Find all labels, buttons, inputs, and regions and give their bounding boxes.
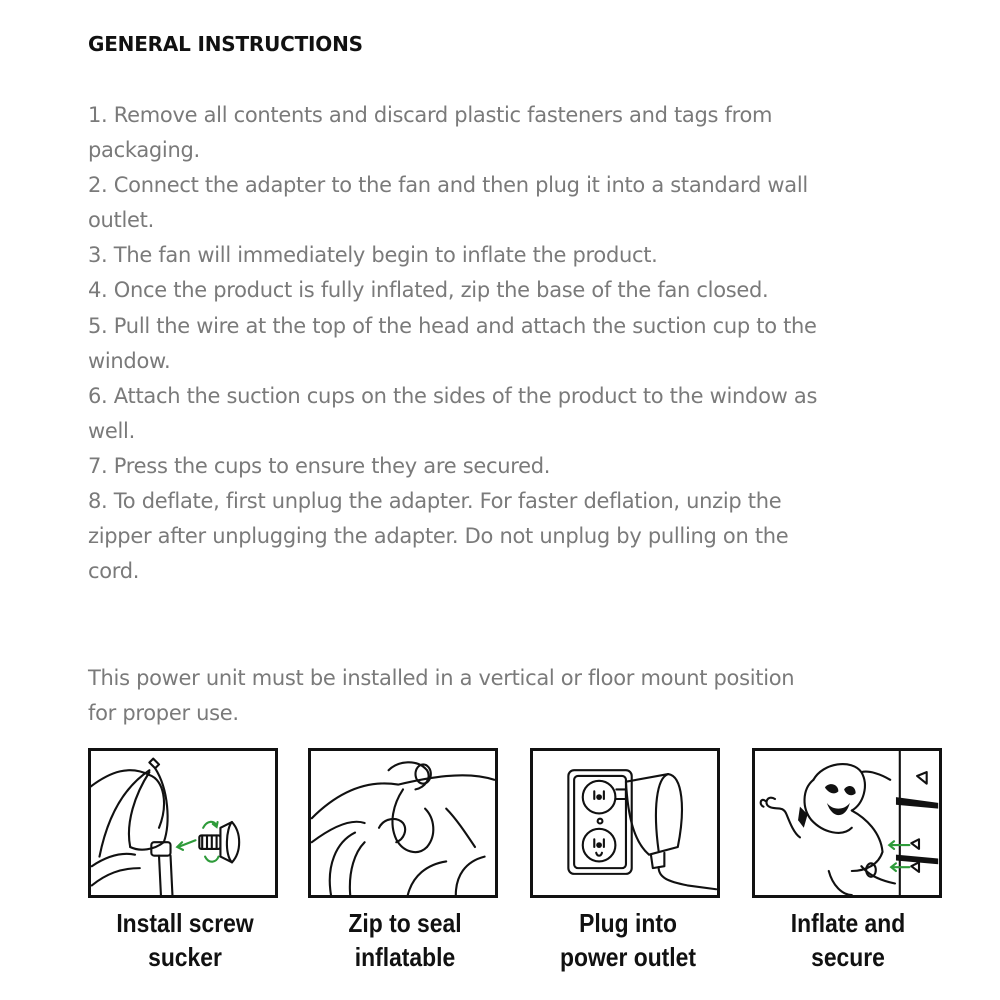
caption-line: power outlet xyxy=(559,942,697,972)
instruction-step-5: 5. Pull the wire at the top of the head and attach the suction cup to the window. xyxy=(88,313,817,373)
instruction-step-2: 2. Connect the adapter to the fan and then plug it into a standard wall outlet. xyxy=(88,173,808,233)
outlet-icon xyxy=(533,751,717,895)
figure-plug-into-outlet xyxy=(530,748,720,898)
instruction-step-1: 1. Remove all contents and discard plastic fasteners and tags from packaging. xyxy=(88,103,773,163)
caption-line: inflatable xyxy=(354,942,456,972)
installation-note: This power unit must be installed in a vertical or floor mount position for proper use. xyxy=(88,666,795,726)
zip-icon xyxy=(311,751,495,895)
screw-sucker-icon xyxy=(91,751,275,895)
instruction-step-3: 3. The fan will immediately begin to inflate the product. xyxy=(88,243,658,268)
figure-inflate-and-secure xyxy=(752,748,942,898)
figure-caption-inflate xyxy=(751,906,945,974)
instruction-step-7: 7. Press the cups to ensure they are secured. xyxy=(88,453,551,478)
inflate-icon xyxy=(755,751,939,895)
instruction-step-8: 8. To deflate, first unplug the adapter. For faster deflation, unzip the zipper after unplugging the adapter. Do not unplug by pulling on the cord. xyxy=(88,489,789,584)
figure-zip-to-seal xyxy=(308,748,498,898)
caption-line: sucker xyxy=(148,942,222,972)
caption-line: Inflate and xyxy=(790,908,906,938)
caption-line: Install screw xyxy=(116,908,254,938)
figure-caption-plug xyxy=(531,906,725,974)
instruction-step-4: 4. Once the product is fully inflated, zip the base of the fan closed. xyxy=(88,278,769,303)
page-title: GENERAL INSTRUCTIONS xyxy=(88,32,363,56)
caption-line: Zip to seal xyxy=(348,908,462,938)
instruction-list xyxy=(88,98,823,589)
caption-line: Plug into xyxy=(579,908,677,938)
figure-caption-install xyxy=(88,906,282,974)
instruction-step-6: 6. Attach the suction cups on the sides of the product to the window as well. xyxy=(88,383,818,443)
caption-line: secure xyxy=(811,942,885,972)
figure-caption-zip xyxy=(308,906,502,974)
figure-install-screw-sucker xyxy=(88,748,278,898)
